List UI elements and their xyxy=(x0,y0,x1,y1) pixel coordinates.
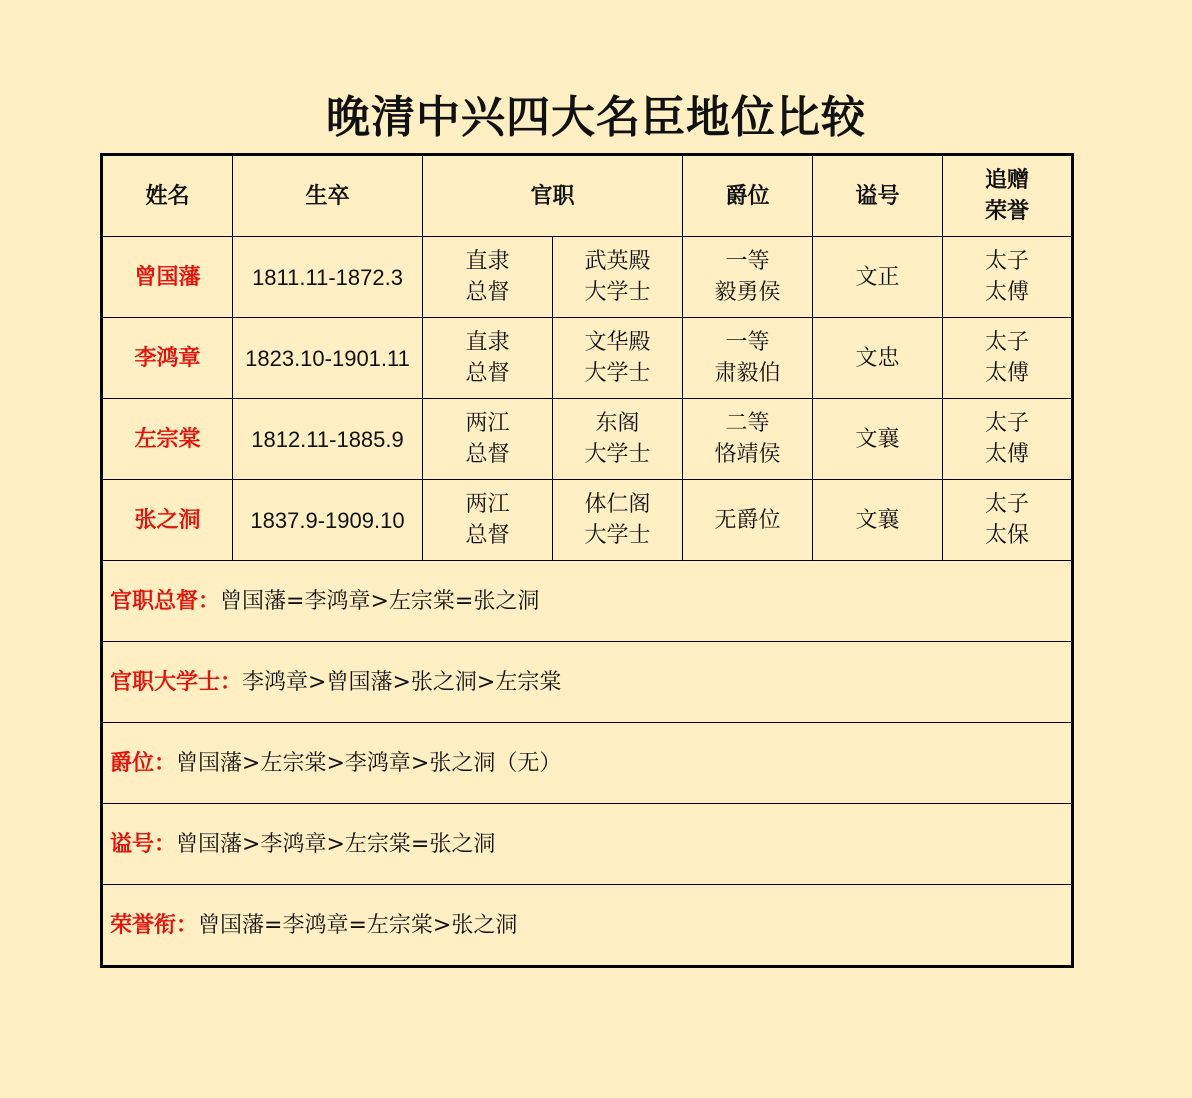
posthumous-name: 文襄 xyxy=(813,480,943,561)
noble-rank: 无爵位 xyxy=(683,480,813,561)
person-name: 左宗棠 xyxy=(102,399,233,480)
note-text: 曾国藩>李鸿章>左宗棠=张之洞 xyxy=(176,831,496,857)
governor-line2: 总督 xyxy=(465,523,510,548)
honor-title xyxy=(943,399,1073,480)
note-label: 官职大学士： xyxy=(110,669,243,695)
rank-line2: 毅勇侯 xyxy=(714,280,781,305)
note-rank xyxy=(102,723,1073,804)
note-text: 李鸿章>曾国藩>张之洞>左宗棠 xyxy=(242,669,562,695)
note-text: 曾国藩=李鸿章=左宗棠>张之洞 xyxy=(198,912,518,938)
person-name: 曾国藩 xyxy=(102,237,233,318)
header-honor xyxy=(943,155,1073,237)
header-honor-line2: 荣誉 xyxy=(985,199,1030,224)
scholar-line2: 大学士 xyxy=(584,361,651,386)
honor-title xyxy=(943,237,1073,318)
scholar-line1: 东阁 xyxy=(595,411,640,436)
noble-rank xyxy=(683,237,813,318)
table-row xyxy=(102,399,1073,480)
note-row xyxy=(102,804,1073,885)
note-label: 官职总督： xyxy=(110,588,221,614)
note-text: 曾国藩>左宗棠>李鸿章>张之洞（无） xyxy=(176,750,562,776)
scholar-line2: 大学士 xyxy=(584,442,651,467)
header-honor-line1: 追赠 xyxy=(985,168,1030,193)
life-dates: 1837.9-1909.10 xyxy=(233,480,423,561)
note-row xyxy=(102,561,1073,642)
note-posthumous xyxy=(102,804,1073,885)
scholar-line2: 大学士 xyxy=(584,280,651,305)
person-name: 张之洞 xyxy=(102,480,233,561)
note-label: 谥号： xyxy=(110,831,177,857)
scholar-post xyxy=(553,480,683,561)
note-label: 爵位： xyxy=(110,750,177,776)
rank-line1: 一等 xyxy=(725,249,770,274)
governor-line1: 两江 xyxy=(465,492,510,517)
governor-post xyxy=(423,480,553,561)
honor-line1: 太子 xyxy=(985,330,1030,355)
governor-line1: 直隶 xyxy=(465,330,510,355)
person-name: 李鸿章 xyxy=(102,318,233,399)
governor-line2: 总督 xyxy=(465,442,510,467)
rank-line1: 二等 xyxy=(725,411,770,436)
honor-line1: 太子 xyxy=(985,249,1030,274)
scholar-post xyxy=(553,399,683,480)
scholar-line2: 大学士 xyxy=(584,523,651,548)
comparison-table xyxy=(100,153,1074,968)
noble-rank xyxy=(683,318,813,399)
honor-title xyxy=(943,318,1073,399)
rank-line2: 肃毅伯 xyxy=(714,361,781,386)
header-rank: 爵位 xyxy=(683,155,813,237)
honor-line2: 太傅 xyxy=(985,361,1030,386)
header-posthumous: 谥号 xyxy=(813,155,943,237)
honor-title xyxy=(943,480,1073,561)
header-row xyxy=(102,155,1073,237)
scholar-post xyxy=(553,318,683,399)
governor-line1: 两江 xyxy=(465,411,510,436)
note-row xyxy=(102,723,1073,804)
life-dates: 1812.11-1885.9 xyxy=(233,399,423,480)
note-row xyxy=(102,885,1073,967)
noble-rank xyxy=(683,399,813,480)
scholar-post xyxy=(553,237,683,318)
note-governor xyxy=(102,561,1073,642)
page-title: 晚清中兴四大名臣地位比较 xyxy=(326,92,866,143)
scholar-line1: 体仁阁 xyxy=(584,492,651,517)
scholar-line1: 文华殿 xyxy=(584,330,651,355)
note-text: 曾国藩=李鸿章>左宗棠=张之洞 xyxy=(220,588,540,614)
life-dates: 1811.11-1872.3 xyxy=(233,237,423,318)
rank-line1: 一等 xyxy=(725,330,770,355)
honor-line1: 太子 xyxy=(985,411,1030,436)
note-scholar xyxy=(102,642,1073,723)
governor-post xyxy=(423,399,553,480)
note-honor xyxy=(102,885,1073,967)
life-dates: 1823.10-1901.11 xyxy=(233,318,423,399)
governor-line1: 直隶 xyxy=(465,249,510,274)
honor-line2: 太傅 xyxy=(985,442,1030,467)
header-office: 官职 xyxy=(423,155,683,237)
rank-line2: 恪靖侯 xyxy=(714,442,781,467)
header-name: 姓名 xyxy=(102,155,233,237)
table-row xyxy=(102,237,1073,318)
table-row xyxy=(102,480,1073,561)
governor-line2: 总督 xyxy=(465,280,510,305)
posthumous-name: 文忠 xyxy=(813,318,943,399)
honor-line1: 太子 xyxy=(985,492,1030,517)
table-row xyxy=(102,318,1073,399)
governor-post xyxy=(423,237,553,318)
note-label: 荣誉衔： xyxy=(110,912,199,938)
honor-line2: 太傅 xyxy=(985,280,1030,305)
header-life: 生卒 xyxy=(233,155,423,237)
posthumous-name: 文正 xyxy=(813,237,943,318)
governor-post xyxy=(423,318,553,399)
honor-line2: 太保 xyxy=(985,523,1030,548)
posthumous-name: 文襄 xyxy=(813,399,943,480)
scholar-line1: 武英殿 xyxy=(584,249,651,274)
governor-line2: 总督 xyxy=(465,361,510,386)
note-row xyxy=(102,642,1073,723)
